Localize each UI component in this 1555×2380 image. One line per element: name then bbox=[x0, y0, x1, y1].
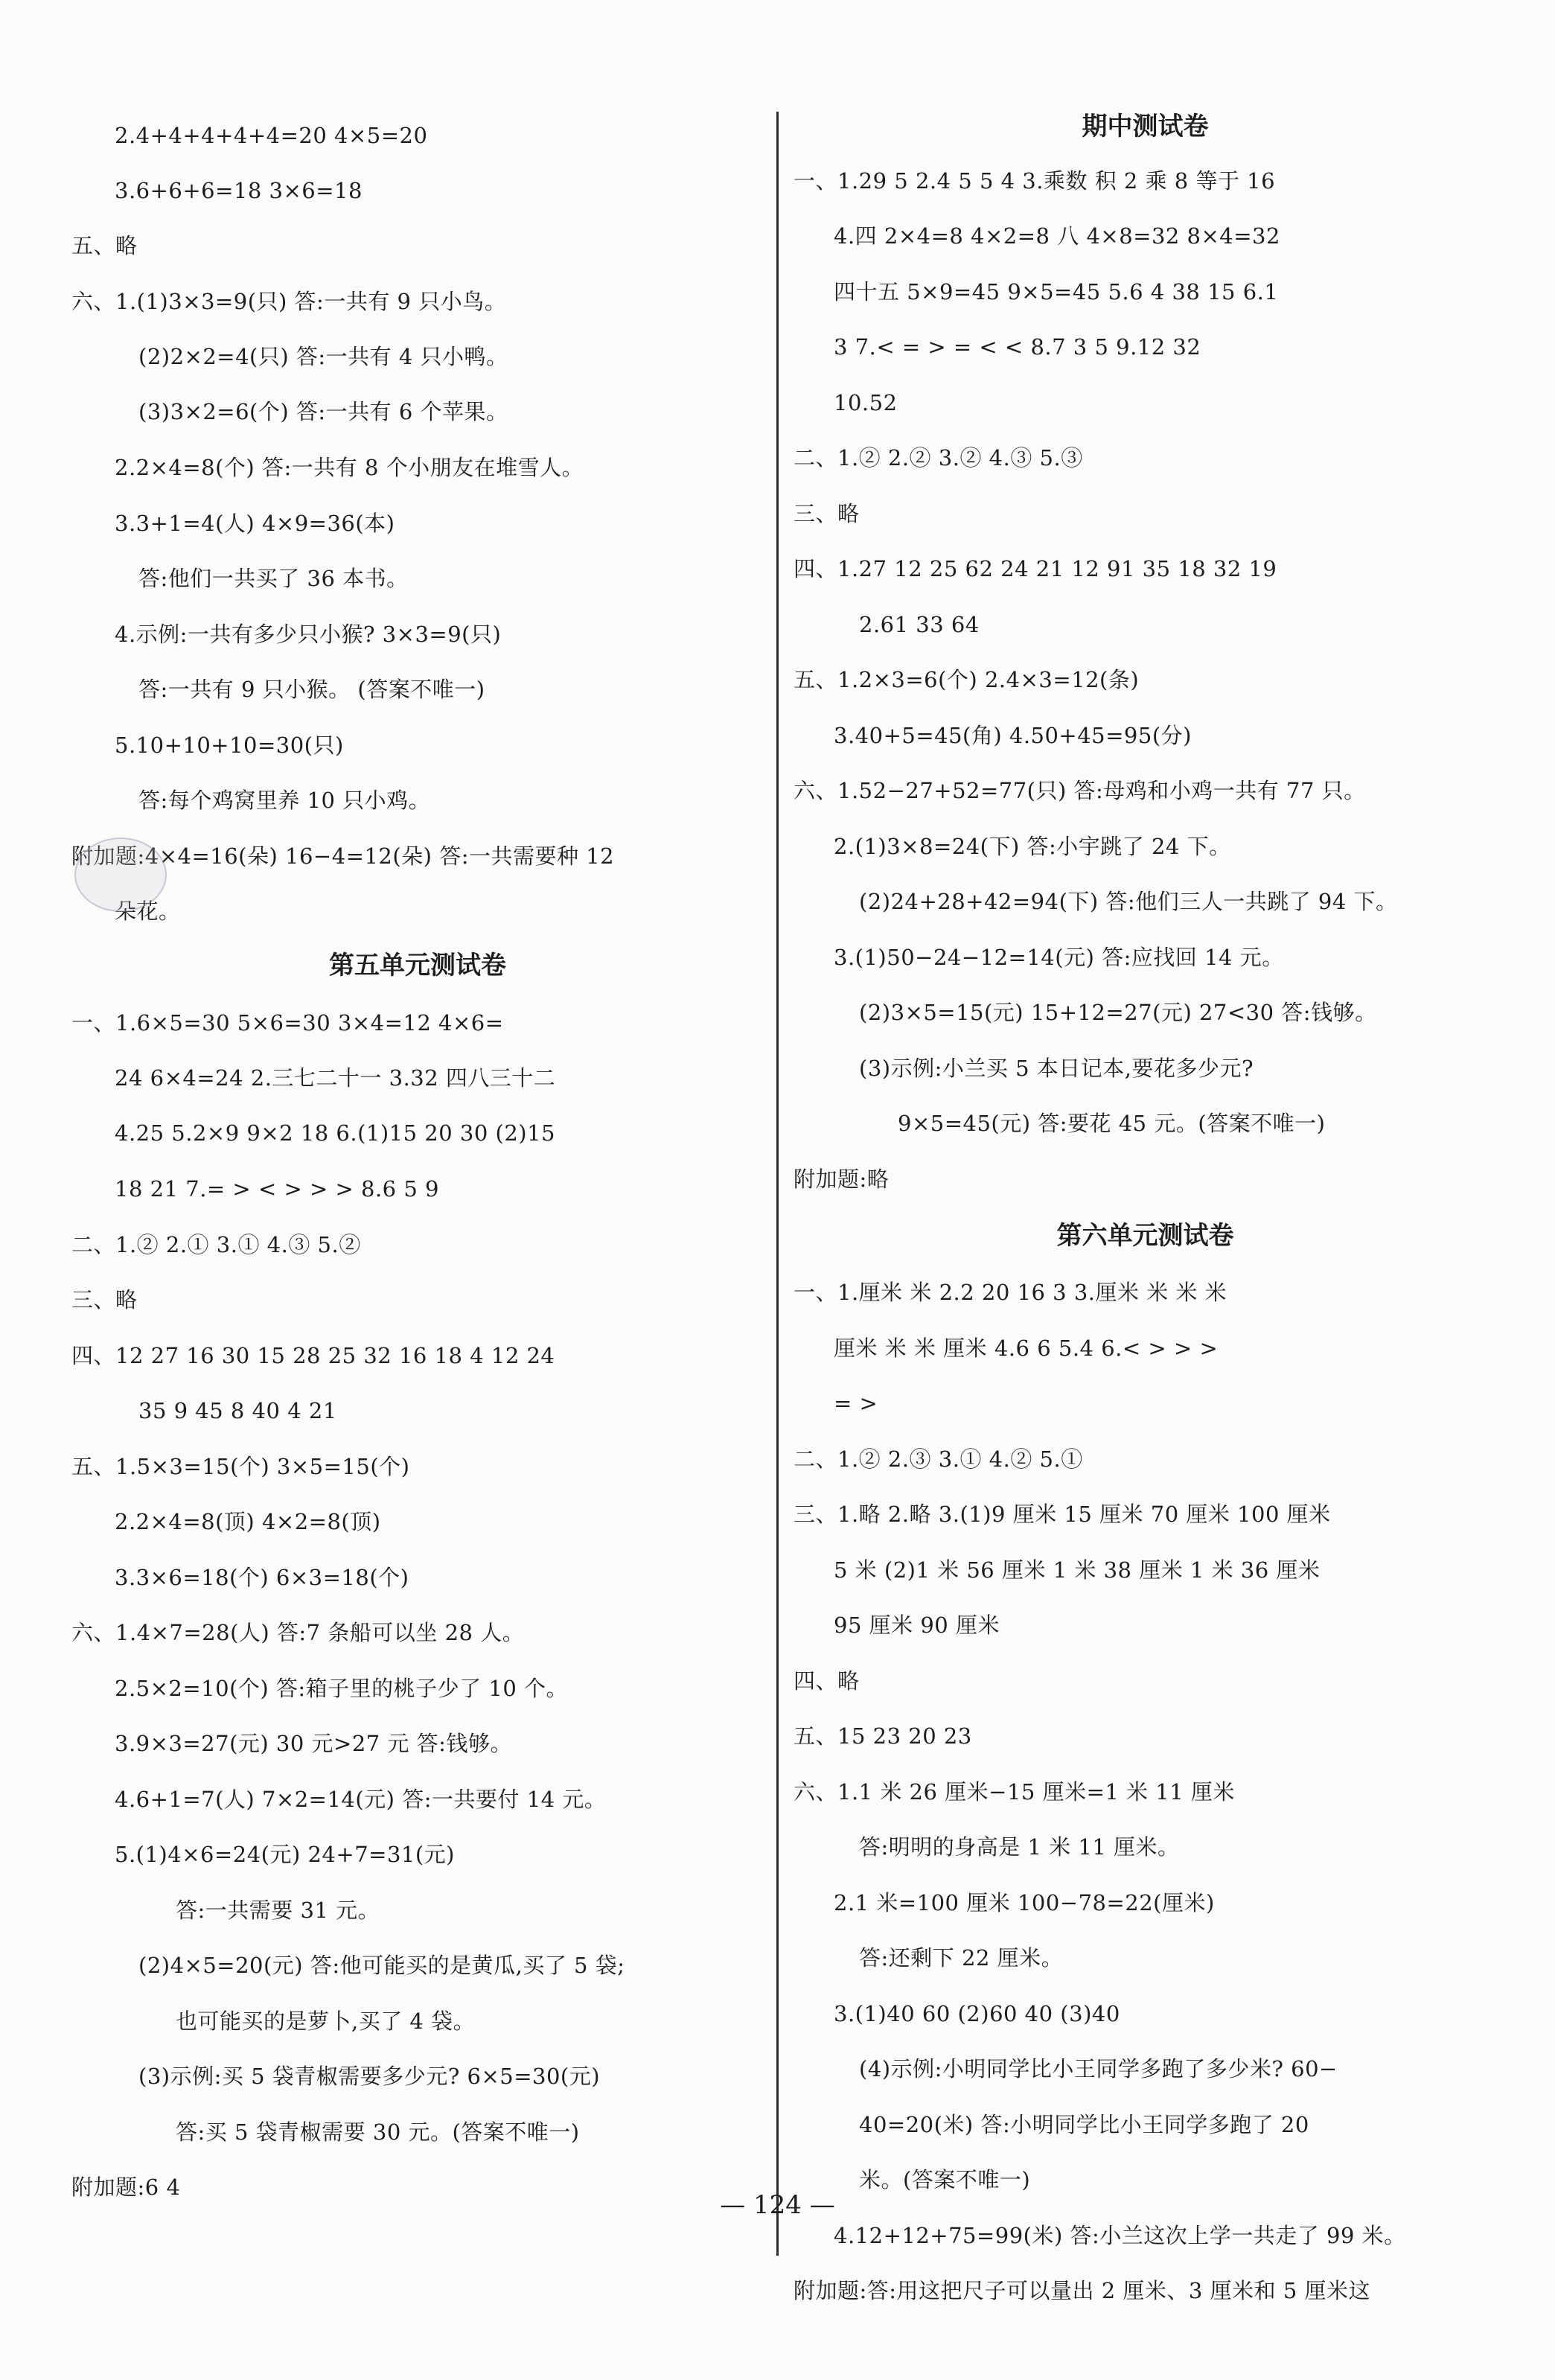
answer-line: 5.10+10+10=30(只) bbox=[115, 733, 344, 758]
answer-line: 三、1.略 2.略 3.(1)9 厘米 15 厘米 70 厘米 100 厘米 bbox=[794, 1502, 1331, 1527]
answer-line: 附加题:略 bbox=[794, 1167, 890, 1192]
answer-line: 附加题:6 4 bbox=[71, 2175, 181, 2200]
answer-line: 答:买 5 袋青椒需要 30 元。(答案不唯一) bbox=[176, 2119, 580, 2145]
column-divider bbox=[776, 112, 779, 2256]
answer-line: 4.12+12+75=99(米) 答:小兰这次上学一共走了 99 米。 bbox=[834, 2223, 1406, 2248]
answer-line: 4.6+1=7(人) 7×2=14(元) 答:一共要付 14 元。 bbox=[115, 1787, 607, 1812]
answer-line: 5 米 (2)1 米 56 厘米 1 米 38 厘米 1 米 36 厘米 bbox=[834, 1557, 1321, 1583]
answer-line: 3.(1)50−24−12=14(元) 答:应找回 14 元。 bbox=[834, 945, 1284, 970]
answer-line: 5.(1)4×6=24(元) 24+7=31(元) bbox=[115, 1842, 455, 1867]
answer-line: (2)24+28+42=94(下) 答:他们三人一共跳了 94 下。 bbox=[859, 889, 1398, 914]
answer-line: 六、1.1 米 26 厘米−15 厘米=1 米 11 厘米 bbox=[794, 1779, 1235, 1805]
section-heading: 期中测试卷 bbox=[1082, 112, 1209, 141]
page-number: — 124 — bbox=[720, 2190, 835, 2220]
answer-line: = > bbox=[834, 1391, 878, 1416]
answer-line: 2.(1)3×8=24(下) 答:小宇跳了 24 下。 bbox=[834, 834, 1231, 859]
answer-line: 95 厘米 90 厘米 bbox=[834, 1612, 1000, 1638]
answer-line: 附加题:答:用这把尺子可以量出 2 厘米、3 厘米和 5 厘米这 bbox=[794, 2278, 1370, 2303]
answer-line: 三、略 bbox=[794, 501, 860, 526]
answer-line: 也可能买的是萝卜,买了 4 袋。 bbox=[176, 2009, 476, 2034]
answer-line: 六、1.4×7=28(人) 答:7 条船可以坐 28 人。 bbox=[71, 1620, 525, 1645]
answer-line: 3.3+1=4(人) 4×9=36(本) bbox=[115, 511, 395, 536]
answer-line: 六、1.52−27+52=77(只) 答:母鸡和小鸡一共有 77 只。 bbox=[794, 778, 1366, 803]
answer-line: 厘米 米 米 厘米 4.6 6 5.4 6.< > > > bbox=[834, 1336, 1219, 1361]
answer-line: 答:他们一共买了 36 本书。 bbox=[138, 566, 409, 591]
answer-line: 六、1.(1)3×3=9(只) 答:一共有 9 只小鸟。 bbox=[71, 289, 507, 314]
answer-line: 一、1.厘米 米 2.2 20 16 3 3.厘米 米 米 米 bbox=[794, 1280, 1227, 1305]
answer-line: 2.2×4=8(个) 答:一共有 8 个小朋友在堆雪人。 bbox=[115, 455, 584, 480]
answer-line: 答:一共有 9 只小猴。 (答案不唯一) bbox=[138, 677, 485, 702]
answer-line: 3.(1)40 60 (2)60 40 (3)40 bbox=[834, 2001, 1120, 2026]
answer-line: 4.示例:一共有多少只小猴? 3×3=9(只) bbox=[115, 622, 502, 647]
answer-line: 一、1.6×5=30 5×6=30 3×4=12 4×6= bbox=[71, 1010, 504, 1036]
answer-line: 一、1.29 5 2.4 5 5 4 3.乘数 积 2 乘 8 等于 16 bbox=[794, 168, 1276, 194]
answer-line: 答:一共需要 31 元。 bbox=[176, 1898, 380, 1923]
answer-line: 五、1.5×3=15(个) 3×5=15(个) bbox=[71, 1454, 410, 1479]
answer-line: 10.52 bbox=[834, 390, 898, 415]
answer-line: 四十五 5×9=45 9×5=45 5.6 4 38 15 6.1 bbox=[834, 279, 1279, 304]
answer-line: 3.3×6=18(个) 6×3=18(个) bbox=[115, 1565, 409, 1590]
answer-line: (3)示例:小兰买 5 本日记本,要花多少元? bbox=[859, 1056, 1254, 1081]
answer-line: 2.61 33 64 bbox=[859, 612, 980, 637]
answer-line: 18 21 7.= > < > > > 8.6 5 9 bbox=[115, 1176, 439, 1202]
answer-line: (2)4×5=20(元) 答:他可能买的是黄瓜,买了 5 袋; bbox=[138, 1953, 625, 1978]
answer-line: 2.1 米=100 厘米 100−78=22(厘米) bbox=[834, 1890, 1215, 1915]
answer-line: 附加题:4×4=16(朵) 16−4=12(朵) 答:一共需要种 12 bbox=[71, 843, 615, 869]
answer-line: 4.25 5.2×9 9×2 18 6.(1)15 20 30 (2)15 bbox=[115, 1120, 556, 1146]
answer-line: 二、1.② 2.① 3.① 4.③ 5.② bbox=[71, 1232, 361, 1257]
answer-line: 二、1.② 2.③ 3.① 4.② 5.① bbox=[794, 1446, 1083, 1472]
section-heading: 第五单元测试卷 bbox=[329, 951, 506, 980]
answer-line: 答:每个鸡窝里养 10 只小鸡。 bbox=[138, 788, 431, 813]
answer-line: 二、1.② 2.② 3.② 4.③ 5.③ bbox=[794, 445, 1083, 470]
answer-line: 35 9 45 8 40 4 21 bbox=[138, 1398, 337, 1423]
answer-line: 4.四 2×4=8 4×2=8 八 4×8=32 8×4=32 bbox=[834, 223, 1280, 249]
answer-line: 五、略 bbox=[71, 233, 138, 258]
answer-line: (3)3×2=6(个) 答:一共有 6 个苹果。 bbox=[138, 399, 508, 424]
answer-line: 2.5×2=10(个) 答:箱子里的桃子少了 10 个。 bbox=[115, 1676, 569, 1701]
answer-line: (2)3×5=15(元) 15+12=27(元) 27<30 答:钱够。 bbox=[859, 1000, 1377, 1025]
answer-line: 40=20(米) 答:小明同学比小王同学多跑了 20 bbox=[859, 2112, 1309, 2137]
answer-line: 3.6+6+6=18 3×6=18 bbox=[115, 178, 363, 203]
answer-line: 米。(答案不唯一) bbox=[859, 2167, 1031, 2192]
answer-line: 24 6×4=24 2.三七二十一 3.32 四八三十二 bbox=[115, 1065, 556, 1091]
answer-line: (4)示例:小明同学比小王同学多跑了多少米? 60− bbox=[859, 2056, 1338, 2081]
answer-line: 3 7.< = > = < < 8.7 3 5 9.12 32 bbox=[834, 334, 1201, 360]
answer-line: (3)示例:买 5 袋青椒需要多少元? 6×5=30(元) bbox=[138, 2064, 601, 2089]
answer-line: 五、15 23 20 23 bbox=[794, 1723, 972, 1749]
answer-line: 2.2×4=8(顶) 4×2=8(顶) bbox=[115, 1509, 381, 1534]
answer-line: 答:还剩下 22 厘米。 bbox=[859, 1945, 1064, 1971]
answer-line: 四、1.27 12 25 62 24 21 12 91 35 18 32 19 bbox=[794, 556, 1277, 581]
answer-line: 四、略 bbox=[794, 1668, 860, 1694]
answer-line: 2.4+4+4+4+4=20 4×5=20 bbox=[115, 123, 428, 148]
answer-line: 答:明明的身高是 1 米 11 厘米。 bbox=[859, 1834, 1180, 1860]
answer-line: 五、1.2×3=6(个) 2.4×3=12(条) bbox=[794, 667, 1140, 692]
section-heading: 第六单元测试卷 bbox=[1056, 1221, 1234, 1251]
answer-line: 3.40+5=45(角) 4.50+45=95(分) bbox=[834, 723, 1192, 748]
answer-line: 3.9×3=27(元) 30 元>27 元 答:钱够。 bbox=[115, 1731, 512, 1756]
answer-line: 三、略 bbox=[71, 1287, 138, 1312]
answer-line: (2)2×2=4(只) 答:一共有 4 只小鸭。 bbox=[138, 344, 508, 369]
answer-line: 朵花。 bbox=[115, 899, 181, 924]
answer-line: 9×5=45(元) 答:要花 45 元。(答案不唯一) bbox=[898, 1111, 1326, 1136]
answer-line: 四、12 27 16 30 15 28 25 32 16 18 4 12 24 bbox=[71, 1343, 555, 1368]
watermark-stamp bbox=[74, 838, 167, 912]
